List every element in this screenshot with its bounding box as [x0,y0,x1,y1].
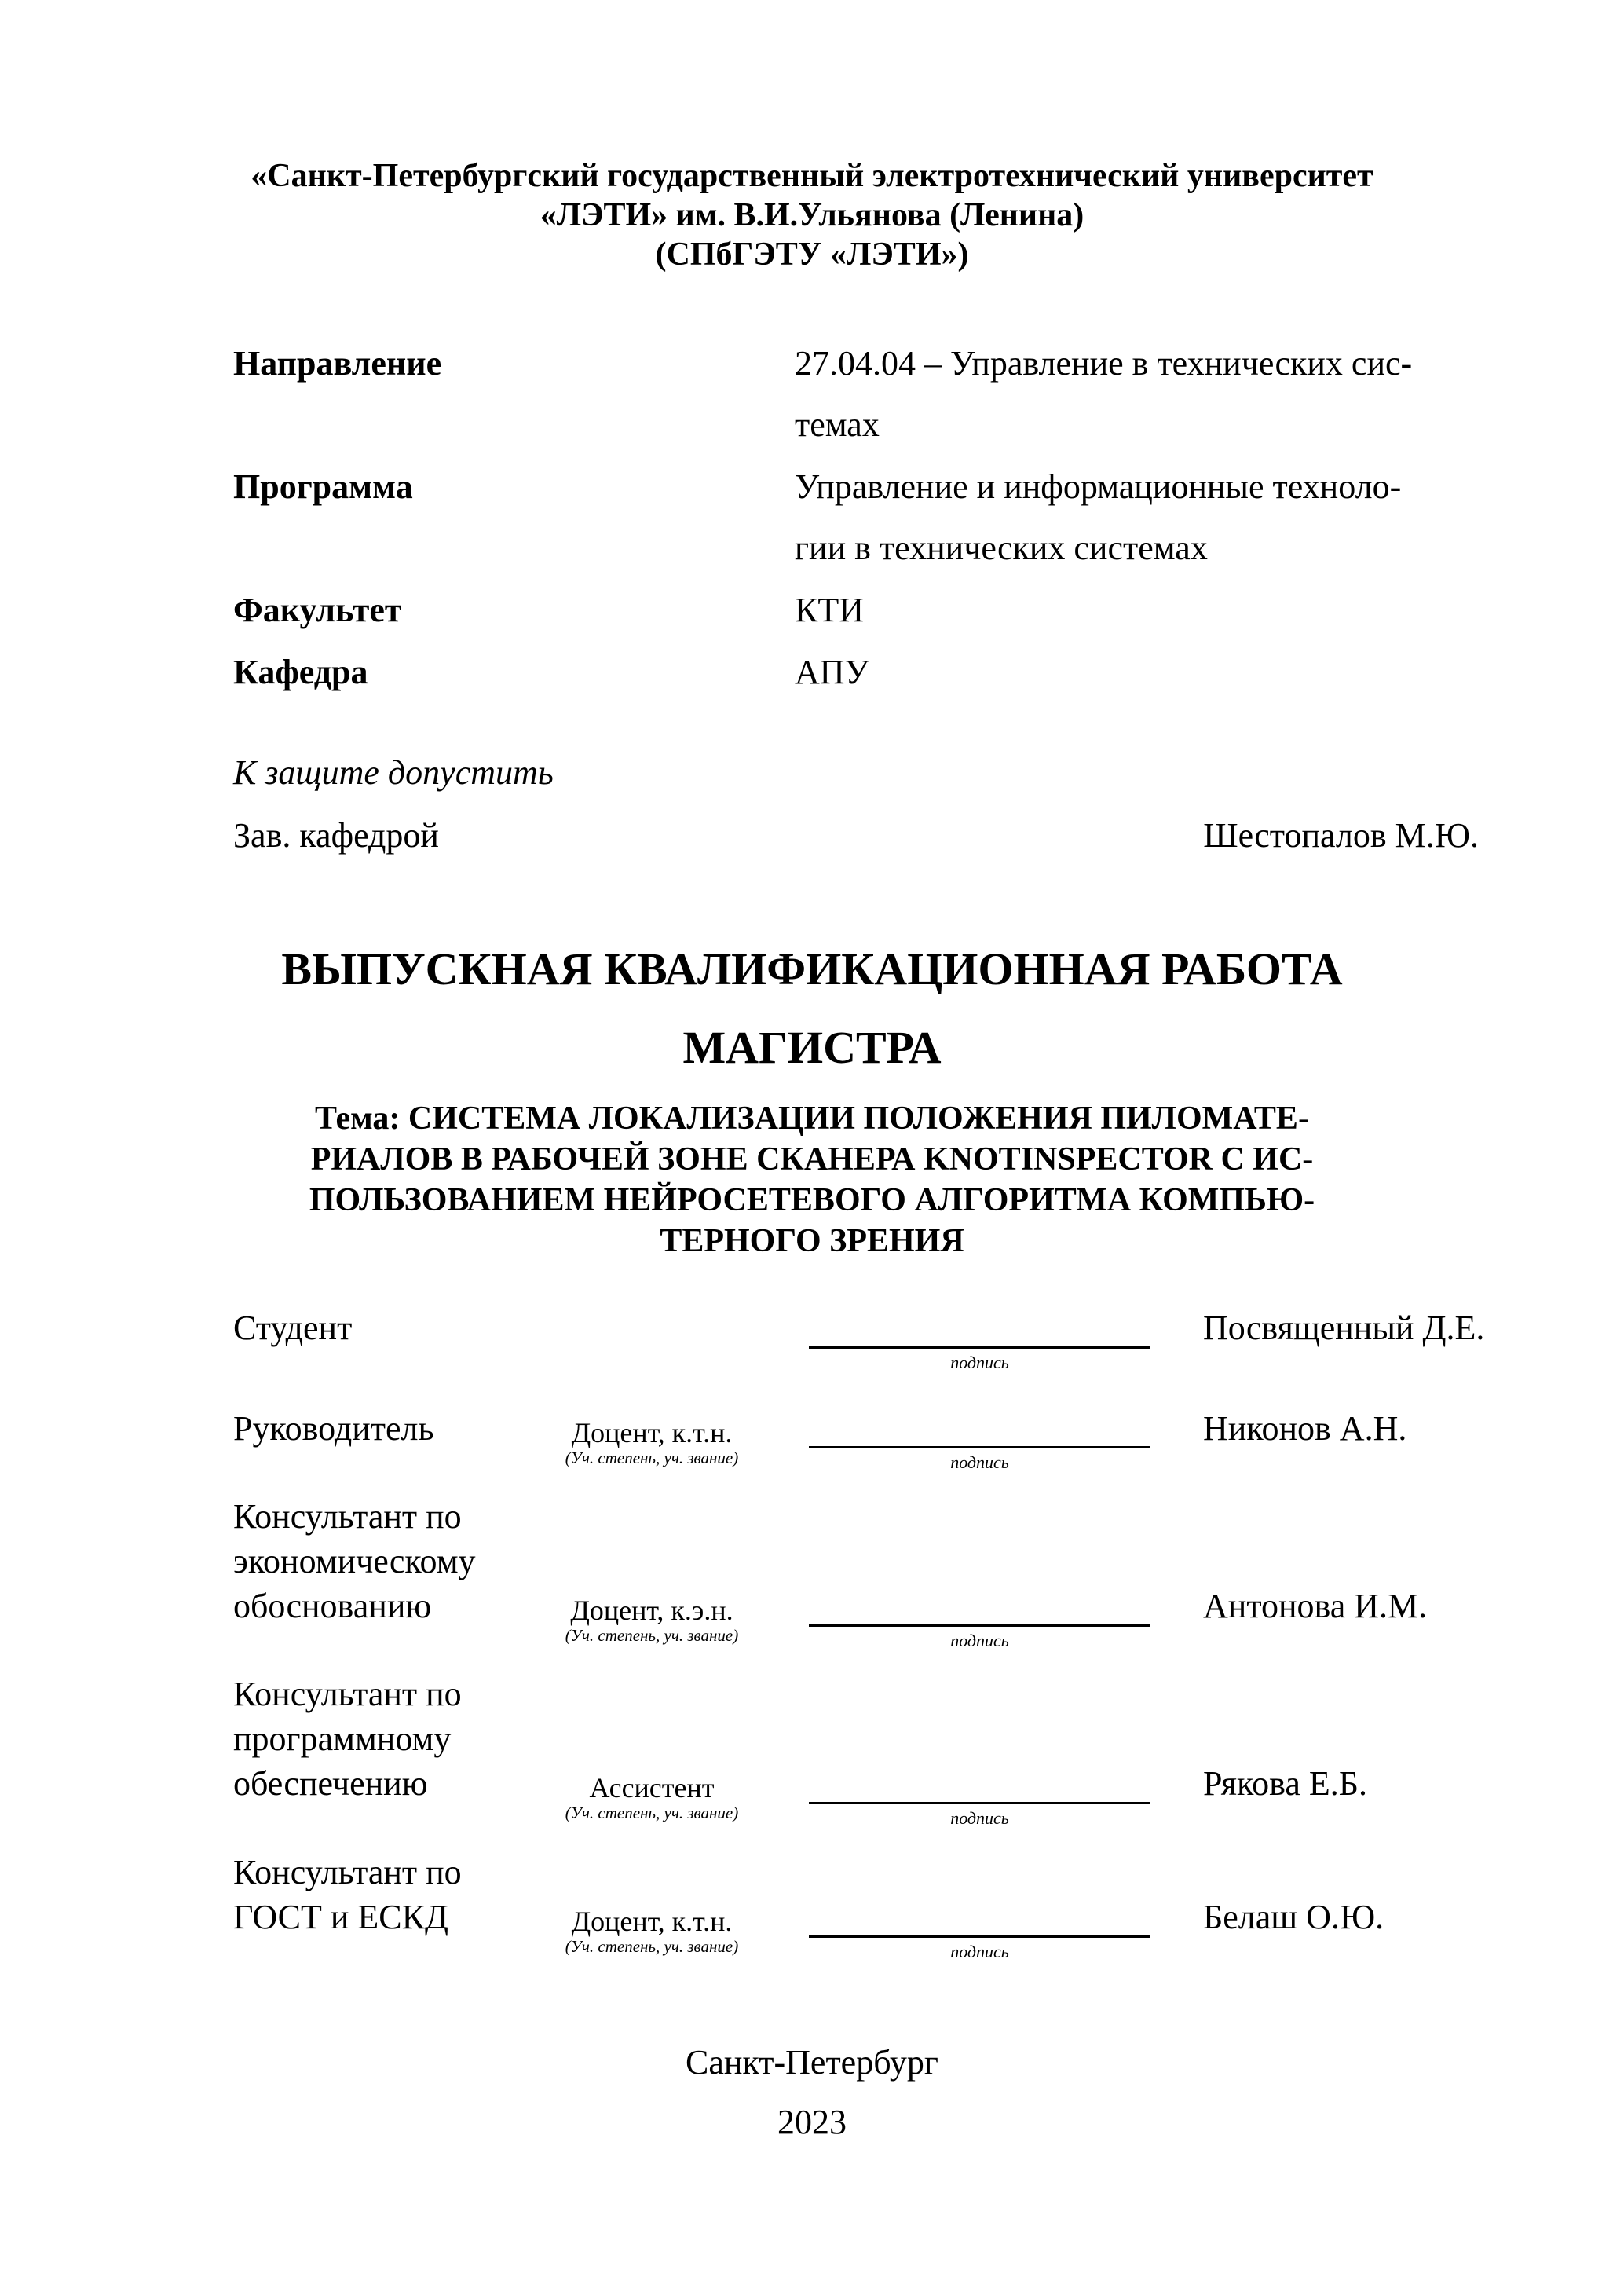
software-consultant-name: Рякова Е.Б. [1203,1764,1368,1803]
student-name: Посвященный Д.Е. [1203,1309,1485,1347]
gost-consultant-name: Белаш О.Ю. [1203,1898,1384,1936]
direction-value-line2: темах [795,405,880,444]
econ-consultant-role-line3: обоснованию [233,1587,432,1625]
topic-line1: Тема: СИСТЕМА ЛОКАЛИЗАЦИИ ПОЛОЖЕНИЯ ПИЛОМАТЕ- [315,1100,1309,1137]
econ-consultant-role-line1: Консультант по [233,1497,462,1536]
topic-line4: ТЕРНОГО ЗРЕНИЯ [660,1223,964,1259]
department-label: Кафедра [233,653,368,691]
gost-consultant-position-note: (Уч. степень, уч. звание) [565,1937,739,1956]
department-value: АПУ [795,653,869,691]
direction-value-line1: 27.04.04 – Управление в технических сис- [795,344,1413,383]
city: Санкт-Петербург [686,2043,938,2082]
admit-to-defense: К защите допустить [233,753,554,792]
head-of-department-label: Зав. кафедрой [233,816,439,855]
econ-consultant-position-note: (Уч. степень, уч. звание) [565,1626,739,1645]
gost-consultant-signature-note: подпись [950,1942,1009,1961]
student-role: Студент [233,1309,353,1347]
gost-consultant-role-line2: ГОСТ и ЕСКД [233,1898,449,1936]
program-label: Программа [233,467,413,506]
gost-consultant-role-line1: Консультант по [233,1853,462,1891]
faculty-label: Факультет [233,591,402,629]
software-consultant-position: Ассистент [589,1772,715,1803]
program-value-line2: гии в технических системах [795,529,1208,567]
year: 2023 [777,2103,847,2141]
university-abbrev: (СПбГЭТУ «ЛЭТИ») [655,236,969,273]
software-consultant-signature-line [809,1802,1150,1804]
gost-consultant-position: Доцент, к.т.н. [571,1906,733,1937]
supervisor-role: Руководитель [233,1409,434,1448]
software-consultant-role-line2: программному [233,1719,452,1758]
head-of-department-name: Шестопалов М.Ю. [1203,816,1479,855]
work-title-line1: ВЫПУСКНАЯ КВАЛИФИКАЦИОННАЯ РАБОТА [281,943,1343,994]
student-signature-note: подпись [950,1353,1009,1372]
program-value-line1: Управление и информационные техноло- [795,467,1402,506]
topic-line2: РИАЛОВ В РАБОЧЕЙ ЗОНЕ СКАНЕРА KNOTINSPECTOR С ИС- [310,1141,1314,1177]
supervisor-position-note: (Уч. степень, уч. звание) [565,1448,739,1467]
supervisor-position: Доцент, к.т.н. [571,1417,733,1448]
work-title-line2: МАГИСТРА [682,1022,942,1073]
software-consultant-signature-note: подпись [950,1808,1009,1828]
student-signature-line [809,1346,1150,1349]
software-consultant-role-line3: обеспечению [233,1764,428,1803]
econ-consultant-position: Доцент, к.э.н. [570,1595,733,1626]
econ-consultant-signature-note: подпись [950,1631,1009,1650]
software-consultant-position-note: (Уч. степень, уч. звание) [565,1803,739,1822]
gost-consultant-signature-line [809,1935,1150,1938]
university-name-line2: «ЛЭТИ» им. В.И.Ульянова (Ленина) [540,197,1084,233]
econ-consultant-name: Антонова И.М. [1203,1587,1428,1625]
econ-consultant-signature-line [809,1624,1150,1627]
supervisor-signature-note: подпись [950,1452,1009,1472]
direction-label: Направление [233,344,442,383]
faculty-value: КТИ [795,591,864,629]
econ-consultant-role-line2: экономическому [233,1542,476,1580]
software-consultant-role-line1: Консультант по [233,1675,462,1713]
supervisor-name: Никонов А.Н. [1203,1409,1407,1448]
supervisor-signature-line [809,1446,1150,1448]
university-name-line1: «Санкт-Петербургский государственный электротехнический университет [251,158,1373,194]
topic-line3: ПОЛЬЗОВАНИЕМ НЕЙРОСЕТЕВОГО АЛГОРИТМА КОМПЬЮ- [309,1182,1315,1218]
